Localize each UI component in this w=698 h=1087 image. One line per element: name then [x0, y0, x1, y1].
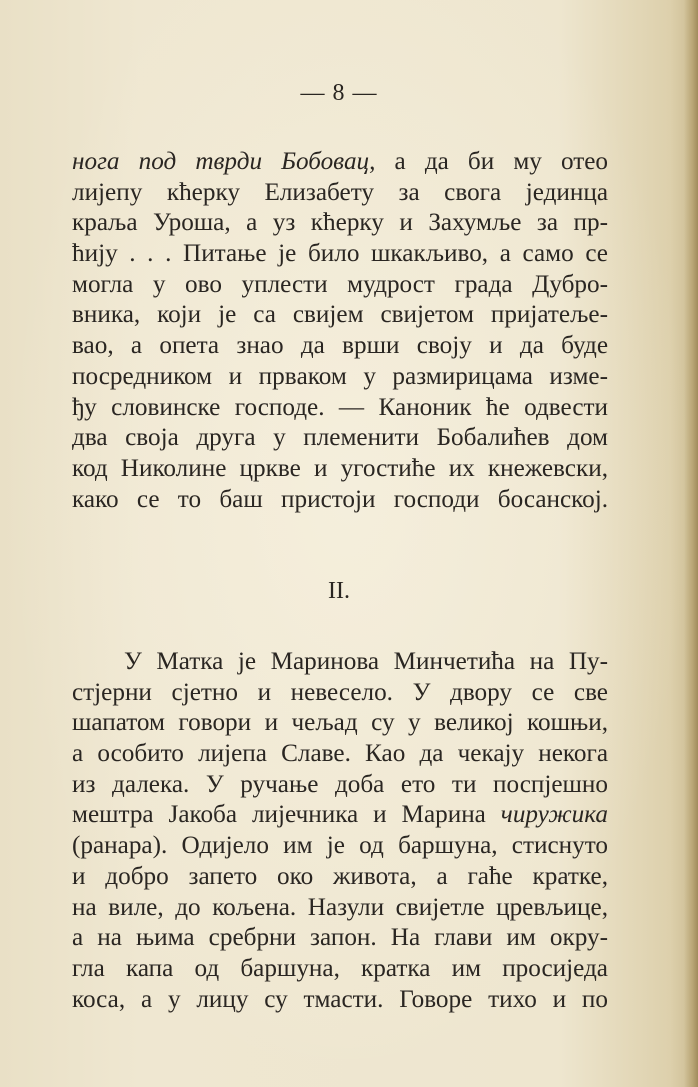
text-line: (ранара). Одијело им је од баршуна, стиснуто [72, 832, 608, 860]
text-line: вао, а опета знао да врши своју и да буде [72, 332, 608, 360]
text-line: ћију . . . Питање је било шкакљиво, а само се [72, 240, 608, 268]
page-number: — 8 — [300, 80, 378, 106]
text-line: коса, а у лицу су тмасти. Говоре тихо и по [72, 985, 608, 1013]
italic-phrase: нога под тврди Бобовац, [72, 148, 376, 175]
text-line: на виле, до кољена. Назули свијетле цревљице, [72, 893, 608, 921]
page-edge-shadow [684, 0, 698, 1087]
text-line: и добро запето око живота, а гаће кратке, [72, 862, 608, 890]
section-heading: II. [328, 578, 350, 604]
text-line: вника, који је са свијем свијетом пријатеље- [72, 301, 608, 329]
text-line: стјерни сјетно и невесело. У двору се све [72, 678, 608, 706]
text-line: а на њима сребрни запон. На глави им окру- [72, 924, 608, 952]
text-line: гла капа од баршуна, кратка им просиједа [72, 954, 608, 982]
paragraph-2 [72, 647, 608, 1015]
text-line: код Николине цркве и угостиће их кнежевски, [72, 454, 608, 482]
text-fragment: мештра Јакоба лијечника и Марина [72, 801, 501, 829]
text-line: У Матка је Маринова Минчетића на Пу- [124, 648, 608, 675]
text-line: како се то баш пристоји господи босанској. [72, 485, 608, 513]
text-line: два своја друга у племенити Бобалићев дом [72, 424, 608, 452]
text-line: а особито лијепа Славе. Као да чекају некога [72, 740, 608, 768]
text-line: посредником и првaком у размирицама изме- [72, 362, 608, 390]
paragraph-1 [72, 147, 608, 515]
text-line: из далека. У ручање доба ето ти поспјешно [72, 770, 608, 798]
italic-word: чиружика [500, 801, 608, 829]
text-line [72, 147, 608, 178]
text-line: шапатом говори и чељад су у великој кошњи, [72, 709, 608, 737]
text-line: ђу словинске господе. — Каноник ће одвести [72, 393, 608, 421]
text-line [72, 800, 608, 831]
text-line: лијепу кћерку Елизабету за свога јединца [72, 178, 608, 206]
text-fragment: а да би му отео [375, 148, 608, 175]
text-line: краља Уроша, а уз кћерку и Захумље за пр- [72, 209, 608, 237]
text-line: могла у ово уплести мудрост града Дубро- [72, 270, 608, 298]
